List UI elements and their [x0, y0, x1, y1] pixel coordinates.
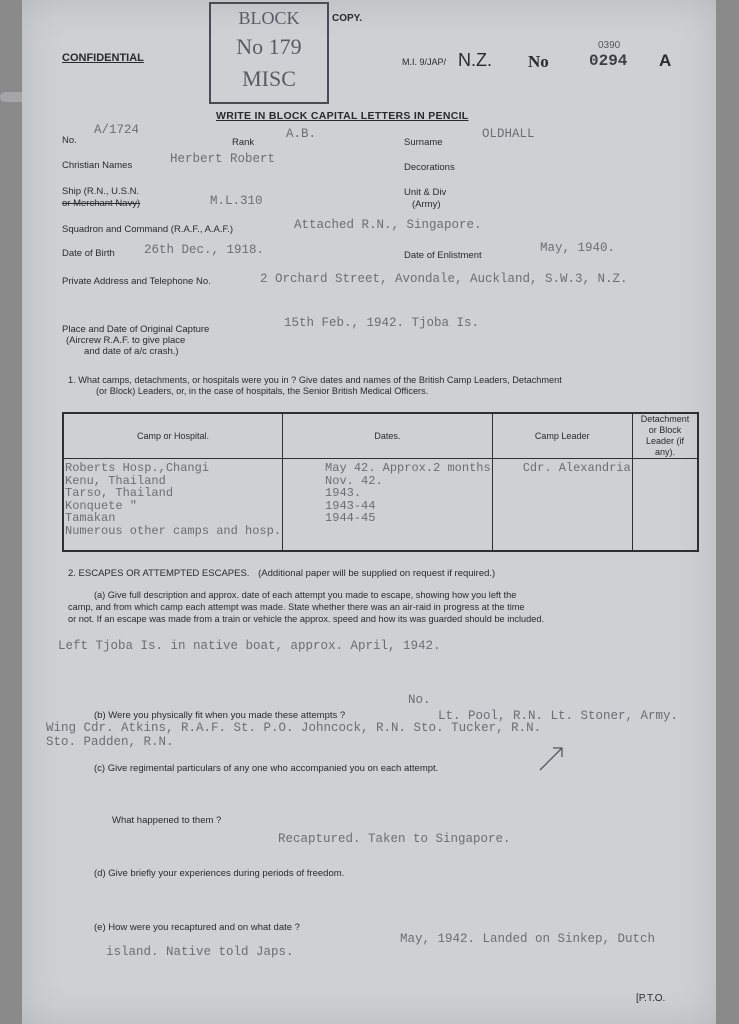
q2-b-question: (b) Were you physically fit when you made these attempts ? — [94, 710, 346, 721]
reference-code: M.I. 9/JAP/ — [402, 57, 447, 67]
q2-c-2-question: What happened to them ? — [112, 815, 222, 826]
label-rank: Rank — [232, 137, 255, 148]
stamp-line-2: No 179 — [236, 34, 302, 59]
q2-a-answer: Left Tjoba Is. in native boat, approx. April, 1942. — [58, 639, 441, 653]
value-capture: 15th Feb., 1942. Tjoba Is. — [284, 316, 480, 330]
label-dob: Date of Birth — [62, 248, 115, 259]
value-ship: M.L.310 — [210, 194, 263, 208]
label-capture-1: Place and Date of Original Capture — [62, 324, 210, 335]
header-camp-leader: Camp Leader — [492, 413, 632, 459]
label-surname: Surname — [404, 137, 443, 148]
value-christian-names: Herbert Robert — [170, 152, 276, 166]
serial-suffix: A — [659, 51, 672, 70]
q2-b-names-2: Wing Cdr. Atkins, R.A.F. St. P.O. Johncock, R.N. Sto. Tucker, R.N. — [46, 721, 542, 735]
document-page — [22, 0, 716, 1024]
label-unit-1: Unit & Div — [404, 187, 447, 198]
camp-entry: Roberts Hosp.,Changi — [65, 461, 210, 475]
label-capture-2: (Aircrew R.A.F. to give place — [66, 335, 186, 346]
q2-c-2-answer: Recaptured. Taken to Singapore. — [278, 832, 511, 846]
copy-label: COPY. — [332, 13, 363, 24]
label-unit-2: (Army) — [412, 199, 441, 210]
date-entry: 1944-45 — [325, 511, 376, 525]
q2-e-question: (e) How were you recaptured and on what date ? — [94, 922, 300, 933]
camp-entry: Numerous other camps and hosp. — [65, 523, 282, 538]
camp-entry: Tarso, Thailand — [65, 486, 174, 500]
q2-b-names-3: Sto. Padden, R.N. — [46, 735, 174, 749]
value-squadron: Attached R.N., Singapore. — [294, 218, 482, 232]
pto-note: [P.T.O. — [636, 993, 666, 1004]
date-entry: 1943-44 — [325, 498, 376, 513]
header-camp: Camp or Hospital. — [63, 413, 283, 459]
confidential-heading: CONFIDENTIAL — [62, 52, 144, 64]
q2-e-answer-1: May, 1942. Landed on Sinkep, Dutch — [400, 932, 656, 946]
date-entry: 1943. — [325, 486, 362, 500]
q2-a-line-2: camp, and from which camp each attempt was made. State whether there was an air-raid in progress at the time — [68, 602, 525, 612]
label-ship-2: or Merchant Navy) — [62, 198, 141, 209]
q2-c-question: (c) Give regimental particulars of any one who accompanied you on each attempt. — [94, 763, 439, 774]
value-surname: OLDHALL — [482, 127, 535, 141]
arrow-annotation — [536, 742, 568, 774]
leader-entry: Cdr. Alexandria — [522, 461, 631, 475]
q1-line-2: (or Block) Leaders, or, in the case of hospitals, the Senior British Medical Officers. — [96, 386, 429, 396]
q2-d-question: (d) Give briefly your experiences during periods of freedom. — [94, 868, 345, 879]
instruction-heading: WRITE IN BLOCK CAPITAL LETTERS IN PENCIL — [216, 110, 469, 122]
value-rank: A.B. — [286, 127, 317, 141]
camp-column — [63, 459, 283, 552]
camps-table-body — [63, 459, 698, 552]
camp-leader-column — [492, 459, 632, 552]
date-entry: May 42. Approx.2 months — [325, 461, 491, 475]
block-stamp — [209, 2, 329, 104]
q1-line-1: 1. What camps, detachments, or hospitals were you in ? Give dates and names of the British Camp Leaders, Detachment — [68, 375, 562, 385]
q2-e-answer-2: island. Native told Japs. — [106, 945, 294, 959]
value-dob: 26th Dec., 1918. — [144, 243, 265, 257]
label-decorations: Decorations — [404, 162, 455, 173]
q2-title-text: 2. ESCAPES OR ATTEMPTED ESCAPES. — [68, 568, 250, 579]
header-detachment-leader: Detachment or Block Leader (if any). — [632, 413, 698, 459]
serial-upper: 0390 — [598, 40, 621, 51]
label-no: No. — [62, 135, 77, 146]
detachment-leader-column — [632, 459, 698, 552]
q2-a-line-1: (a) Give full description and approx. date of each attempt you made to escape, showing how you left the — [94, 590, 517, 600]
label-ship-1: Ship (R.N., U.S.N. — [62, 186, 140, 197]
dates-column — [283, 459, 493, 552]
value-address: 2 Orchard Street, Avondale, Auckland, S.W.3, N.Z. — [260, 272, 628, 286]
camp-entry: Tamakan — [65, 511, 116, 525]
label-enlistment: Date of Enlistment — [404, 250, 482, 261]
stamp-line-1: BLOCK — [238, 8, 300, 28]
stamp-line-3: MISC — [242, 66, 296, 91]
camp-entry: Konquete " — [65, 498, 138, 513]
value-enlistment: May, 1940. — [540, 241, 616, 255]
q2-a-line-3: or not. If an escape was made from a train or vehicle the approx. speed and how its was guarded should be included. — [68, 614, 544, 624]
camp-entry: Kenu, Thailand — [65, 473, 166, 488]
camps-table — [62, 412, 699, 552]
q2-b-answer: No. — [408, 693, 431, 707]
date-entry: Nov. 42. — [325, 473, 383, 488]
camps-table-header — [63, 413, 698, 459]
label-christian-names: Christian Names — [62, 160, 133, 171]
number-label: No — [528, 52, 549, 71]
label-squadron: Squadron and Command (R.A.F., A.A.F.) — [62, 224, 234, 235]
header-dates: Dates. — [283, 413, 493, 459]
serial-number: 0294 — [589, 52, 628, 70]
label-address: Private Address and Telephone No. — [62, 276, 211, 287]
reference-nz: N.Z. — [458, 50, 492, 70]
q2-title-note: (Additional paper will be supplied on request if required.) — [258, 568, 496, 579]
q2-b-names-1: Lt. Pool, R.N. Lt. Stoner, Army. — [438, 709, 679, 723]
value-no: A/1724 — [94, 123, 140, 137]
q2-title — [68, 568, 495, 579]
label-capture-3: and date of a/c crash.) — [84, 346, 179, 357]
